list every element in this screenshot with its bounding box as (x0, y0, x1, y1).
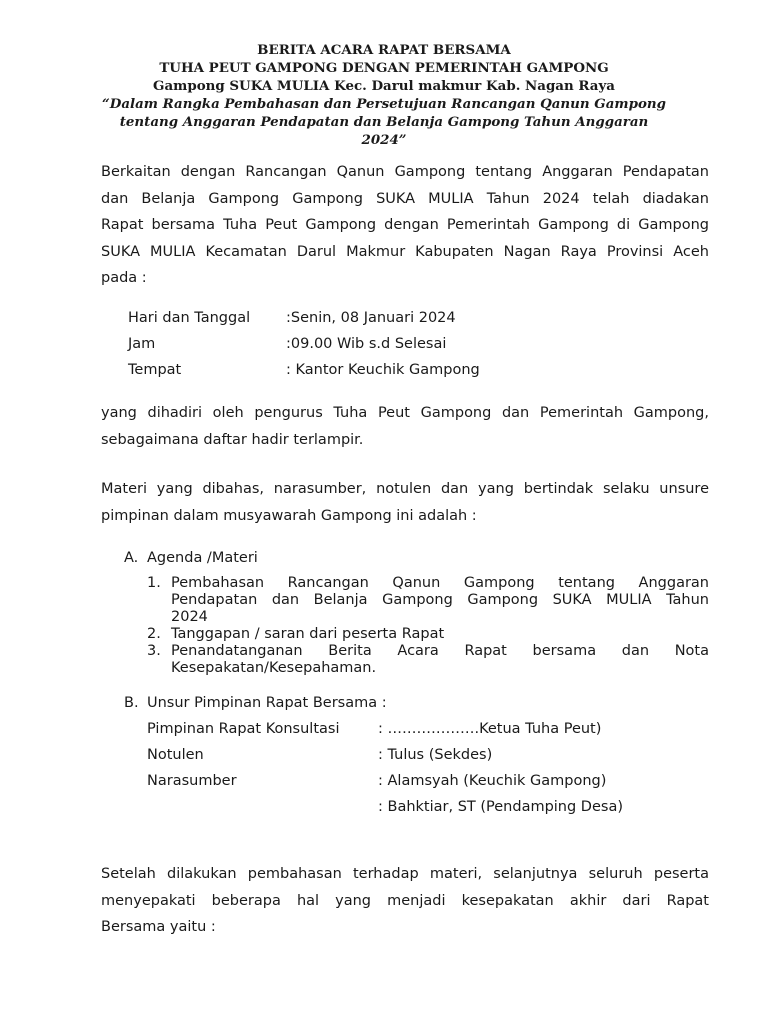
agenda-item-text: Kesepakatan/Kesepahaman. (171, 660, 377, 676)
intro-line: pada : (101, 270, 147, 286)
materi-paragraph (101, 476, 709, 529)
leadership-label: Narasumber (147, 773, 237, 789)
agenda-item-number: 3. (147, 643, 161, 659)
schedule-label: Jam (128, 336, 156, 352)
closing-paragraph (101, 861, 709, 941)
header-title: BERITA ACARA RAPAT BERSAMA (257, 42, 511, 58)
intro-line: Berkaitan dengan Rancangan Qanun Gampong tentang Anggaran Pendapatan (101, 164, 709, 180)
closing-line: menyepakati beberapa hal yang menjadi kesepakatan akhir dari Rapat (101, 892, 709, 909)
agenda-item-text: Pendapatan dan Belanja Gampong Gampong SUKA MULIA Tahun (171, 592, 709, 608)
header-purpose-line1: “Dalam Rangka Pembahasan dan Persetujuan Rancangan Qanun Gampong (102, 96, 666, 112)
agenda-item-number: 2. (147, 626, 161, 642)
closing-line: Setelah dilakukan pembahasan terhadap materi, selanjutnya seluruh peserta (101, 866, 709, 882)
attendance-line: sebagaimana daftar hadir terlampir. (101, 431, 364, 448)
header-subtitle: TUHA PEUT GAMPONG DENGAN PEMERINTAH GAMPONG (159, 60, 609, 76)
closing-line: Bersama yaitu : (101, 919, 216, 935)
agenda-item-text: Pembahasan Rancangan Qanun Gampong tentang Anggaran (171, 575, 709, 591)
schedule-value: : Kantor Keuchik Gampong (286, 362, 480, 378)
header-purpose-line3: 2024” (361, 132, 407, 148)
materi-line: pimpinan dalam musyawarah Gampong ini adalah : (101, 507, 477, 524)
document-header (60, 41, 708, 149)
agenda-list (147, 575, 709, 677)
attendance-paragraph (101, 400, 709, 453)
leadership-value: : ……………….Ketua Tuha Peut) (378, 721, 602, 737)
agenda-item-number: 1. (147, 575, 161, 591)
intro-line: dan Belanja Gampong Gampong SUKA MULIA Tahun 2024 telah diadakan (101, 190, 709, 207)
header-purpose-line2: tentang Anggaran Pendapatan dan Belanja Gampong Tahun Anggaran (119, 114, 649, 130)
leadership-label: Notulen (147, 747, 204, 763)
intro-line: SUKA MULIA Kecamatan Darul Makmur Kabupaten Nagan Raya Provinsi Aceh (101, 243, 709, 260)
section-a-marker: A. (124, 550, 139, 566)
agenda-item (147, 575, 709, 626)
agenda-item (147, 626, 709, 643)
agenda-item (147, 643, 709, 677)
attendance-line: yang dihadiri oleh pengurus Tuha Peut Gampong dan Pemerintah Gampong, (101, 405, 709, 421)
agenda-item-text: 2024 (171, 609, 208, 625)
header-location: Gampong SUKA MULIA Kec. Darul makmur Kab. Nagan Raya (153, 78, 615, 94)
schedule-label: Tempat (128, 362, 182, 378)
section-b-marker: B. (124, 695, 139, 711)
leadership-value: : Tulus (Sekdes) (378, 747, 493, 763)
section-b-title: Unsur Pimpinan Rapat Bersama : (147, 695, 387, 711)
leadership-value: : Alamsyah (Keuchik Gampong) (378, 773, 607, 789)
schedule-value: :09.00 Wib s.d Selesai (286, 336, 447, 352)
agenda-item-text: Penandatanganan Berita Acara Rapat bersama dan Nota (171, 643, 709, 659)
leadership-value: : Bahktiar, ST (Pendamping Desa) (378, 799, 623, 815)
intro-line: Rapat bersama Tuha Peut Gampong dengan Pemerintah Gampong di Gampong (101, 217, 709, 233)
agenda-item-text: Tanggapan / saran dari peserta Rapat (171, 626, 445, 642)
intro-paragraph (101, 159, 709, 292)
schedule-label: Hari dan Tanggal (128, 310, 251, 326)
materi-line: Materi yang dibahas, narasumber, notulen dan yang bertindak selaku unsure (101, 481, 709, 497)
leadership-label: Pimpinan Rapat Konsultasi (147, 721, 340, 737)
schedule-value: :Senin, 08 Januari 2024 (286, 310, 456, 326)
section-a-title: Agenda /Materi (147, 550, 258, 566)
